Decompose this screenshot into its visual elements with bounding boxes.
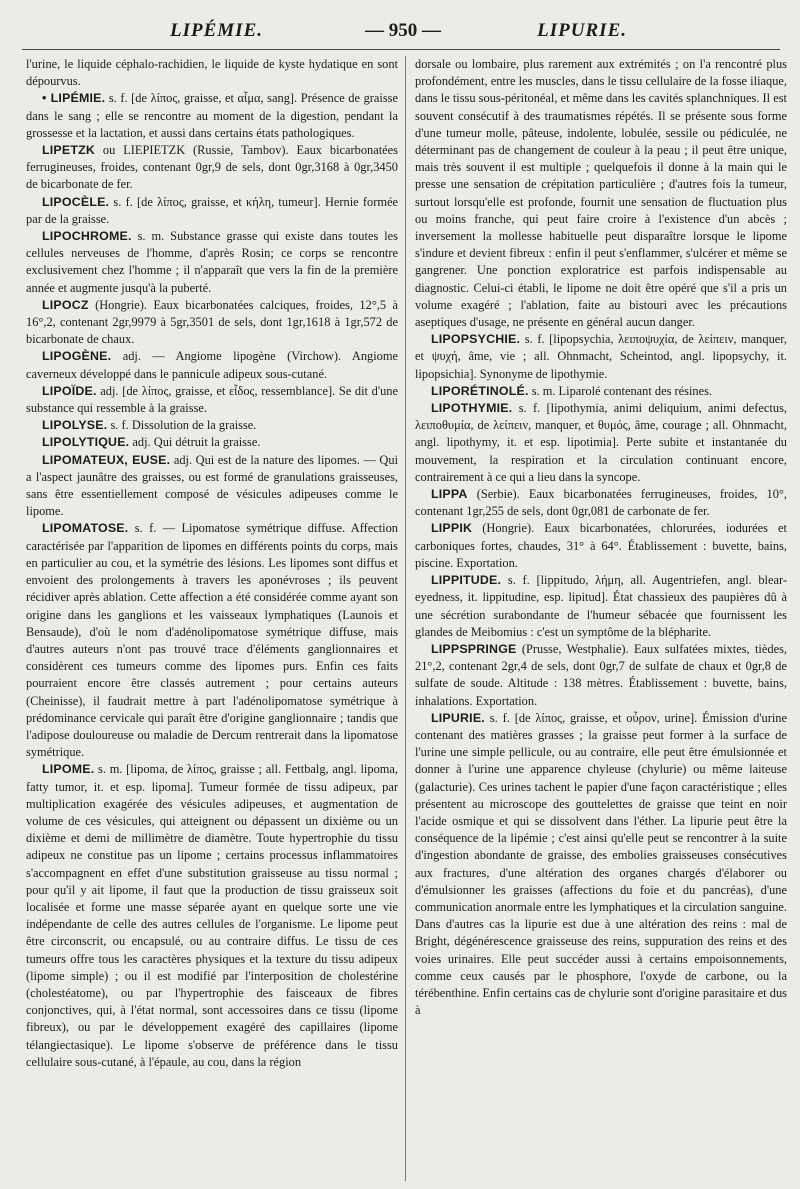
entry-headword: LIPOTHYMIE.	[431, 401, 513, 416]
entry-headword: LIPPITUDE.	[431, 573, 502, 588]
entry-text: dorsale ou lombaire, plus rarement aux extrémités ; on l'a rencontré plus profondément, entre les muscles, dans le tissu cellulaire de la fosse iliaque, dans le tissu sous-péritonéal, et même dans les cavités splanchniques. Il est souvent consécutif à des traumatismes répétés. Il se présente sous forme d'une tumeur molle, pâteuse, indolente, lobulée, sessile ou pédiculée, ne déterminant pas de changement de couleur à la peau ; il peut être unique, mais très souvent il est multiple ; quelquefois il donne à la main qui le presse une sensation de crépitation particulière ; d'autres fois la tumeur, surtout lorsqu'elle est profonde, fournit une sensation de fluctuation plus ou moins franche, qui peut faire croire à l'existence d'un abcès ; inversement la mollesse habituelle peut disparaître lorsque le lipome s'indure et devient fibreux : enfin il peut s'enflammer, s'ulcérer et même se gangrener. Une ponction exploratrice est parfois indispensable au diagnostic. Celui-ci établi, le lipome ne doit être opéré que s'il a pris un volume exagéré ; l'ablation, faite au bistouri avec les précautions aseptiques d'usage, ne présente en général aucun danger.	[415, 57, 787, 330]
entry-text: s. f. [de λίπος, graisse, et αἷμα, sang]. Présence de graisse dans le sang ; elle se rencontre au moment de la digestion, pendant la grossesse et la lactation, et aussi dans certains états pathologiques.	[26, 91, 398, 140]
right-column	[415, 56, 787, 1184]
entry-headword: LIPOME.	[42, 762, 95, 777]
entry-text: (Hongrie). Eaux bicarbonatées calciques, froides, 12°,5 à 16°,2, contenant 2gr,9979 à 5gr,3501 de sels, dont 1gr,1618 à 1gr,572 de bicarbonate de chaux.	[26, 297, 398, 347]
dictionary-entry	[415, 331, 787, 383]
dictionary-entry	[26, 383, 398, 417]
entry-headword: LIPPA	[431, 487, 468, 502]
dictionary-entry	[26, 452, 398, 521]
entry-headword: LIPPIK	[431, 521, 473, 536]
dictionary-entry	[26, 194, 398, 228]
entry-text: s. f. — Lipomatose symétrique diffuse. Affection caractérisée par l'apparition de lipomes en différents points du corps, mais en particulier au cou, et la symétrie des lésions. Les lipomes sont diffus et envoient des prolongements à travers les aponévroses ; ils peuvent récidiver après ablation. Cette affection a été considérée comme ayant son origine dans les ganglions et les vaisseaux lymphatiques (Launois et Bensaude), d'où le nom d'adénolipomatose symétrique diffuse, mais d'autres auteurs n'ont pas trouvé trace d'éléments ganglionnaires et considèrent ces tumeurs comme des lipomes purs. Enfin ces faits pourraient encore être classés autrement ; pour certains auteurs (Cheinisse), il faudrait mettre à part l'adénolipomatose symétrique à prédominance cervicale qui paraît être d'origine ganglionnaire ; tandis que l'adipose douloureuse ou maladie de Dercum rentrerait dans la lipomatose symétrique.	[26, 521, 398, 760]
page-number: — 950 —	[365, 20, 441, 41]
column-divider	[405, 56, 406, 1181]
dictionary-entry	[415, 572, 787, 641]
entry-headword: LIPOMATEUX, EUSE.	[42, 452, 171, 467]
dictionary-entry	[415, 400, 787, 486]
entry-headword: LIPOLYTIQUE.	[42, 435, 130, 450]
dictionary-entry	[415, 520, 787, 572]
entry-text: s. m. [lipoma, de λίπος, graisse ; all. Fettbalg, angl. lipoma, fatty tumor, it. et esp. lipoma]. Tumeur formée de tissu adipeux, par multiplication exagérée des vésicules adipeuses, et augmentation de volume de ces vésicules, qui atteignent ou dépassent un dixième ou un dixième et demi de millimètre de diamètre. Toute hypertrophie du tissu adipeux ne constitue pas un lipome ; certains processus inflammatoires s'accompagnent en effet d'une substitution graisseuse au tissu normal ; pour qu'il y ait lipome, il faut que la production de tissu graisseux soit localisée et forme une masse séparée ayant en quelque sorte une vie indépendante de celle des autres cellules de l'organisme. Le lipome peut être circonscrit, ou encapsulé, ou au contraire diffus. Le tissu de ces tumeurs offre tous les caractères physiques et la texture du tissu adipeux (lipome simple) ; ou il est modifié par l'interposition de cholestérine (cholestéatome), ou par l'hypertrophie des faisceaux de fibres conjonctives, qui, à l'état normal, sont accessoires dans ce tissu (lipome fibreux), ou par le développement exagéré des capillaires (lipome télangiectasique). Le lipome s'observe de préférence dans le tissu cellulaire sous-cutané, à l'épaule, au cou, dans la région	[26, 762, 398, 1069]
entry-headword: LIPOCZ	[42, 297, 89, 312]
entry-headword: LIPURIE.	[431, 710, 485, 725]
left-column	[26, 56, 398, 1184]
entry-text: s. m. Substance grasse qui existe dans toutes les cellules nerveuses de l'homme, d'après Rosin; ce corps se rencontre exclusivement chez l'homme ; il n'apparaît que vers la fin de la première année et augmente jusqu'à la puberté.	[26, 229, 398, 295]
entry-text: (Prusse, Westphalie). Eaux sulfatées mixtes, tièdes, 21°,2, contenant 2gr,4 de sels, dont 0gr,7 de sulfate de chaux et 0gr,8 de sulfate de soude. Altitude : 138 mètres. Établissement : buvette, bains, inhalations. Exportation.	[415, 641, 787, 708]
dictionary-entry	[26, 228, 398, 297]
entry-text: s. f. [lippitudo, λήμη, all. Augentriefen, angl. blear-eyedness, it. lippitudine, esp. lipitud]. État chassieux des paupières dû à une sécrétion surabondante de l'humeur sébacée que fournissent les glandes de Meibomius : c'est un symptôme de la blépharite.	[415, 573, 787, 639]
dictionary-entry	[415, 56, 787, 331]
entry-text: ou LIEPIETZK (Russie, Tambov). Eaux bicarbonatées ferrugineuses, froides, contenant 0gr,9 de sels, dont 0gr,3168 à 0gr,3450 de bicarbonate de fer.	[26, 143, 398, 192]
dictionary-entry	[26, 434, 398, 451]
entry-text: adj. Qui est de la nature des lipomes. — Qui a l'aspect jaunâtre des graisses, ou est formé de granulations graisseuses, sans être essentiellement composé de vésicules adipeuses comme le lipome.	[26, 452, 398, 519]
entry-text: s. f. Dissolution de la graisse.	[107, 418, 257, 433]
dictionary-entry	[415, 486, 787, 520]
dictionary-entry	[26, 297, 398, 349]
entry-headword: LIPETZK	[42, 143, 96, 158]
entry-text: (Serbie). Eaux bicarbonatées ferrugineuses, froides, 10°, contenant 1gr,255 de sels, dont 0gr,081 de carbonate de fer.	[415, 487, 787, 519]
dictionary-entry	[26, 348, 398, 382]
dictionary-entry	[26, 56, 398, 90]
entry-headword: LIPOCHROME.	[42, 229, 132, 244]
entry-headword: LIPOGÈNE.	[42, 349, 112, 364]
entry-text: s. f. [lipopsychia, λειποψυχία, de λείπειν, manquer, et ψυχή, âme, vie ; all. Ohnmacht, Scheintod, angl. lipopsychy, it. lipopsichia]. Synonyme de lipothymie.	[415, 332, 787, 381]
entry-text: (Hongrie). Eaux bicarbonatées, chlorurées, iodurées et carboniques fortes, chaudes, 31° à 64°. Établissement : buvette, bains, piscine. Exportation.	[415, 521, 787, 570]
header-left-word: LIPÉMIE.	[170, 20, 263, 41]
entry-headword: LIPOMATOSE.	[42, 521, 129, 536]
dictionary-entry	[26, 142, 398, 194]
entry-headword: LIPOLYSE.	[42, 418, 108, 433]
entry-text: adj. Qui détruit la graisse.	[129, 435, 261, 450]
dictionary-entry	[415, 641, 787, 710]
entry-text: s. f. [de λίπος, graisse, et κήλη, tumeur]. Hernie formée par de la graisse.	[26, 194, 398, 226]
dictionary-entry	[415, 383, 787, 400]
entry-headword: • LIPÉMIE.	[42, 91, 106, 106]
dictionary-entry	[26, 90, 398, 142]
entry-headword: LIPORÉTINOLÉ.	[431, 383, 529, 398]
dictionary-entry	[26, 417, 398, 434]
dictionary-entry	[415, 710, 787, 1020]
entry-headword: LIPPSPRINGE	[431, 641, 517, 656]
header-rule	[22, 49, 780, 50]
entry-headword: LIPOPSYCHIE.	[431, 332, 521, 347]
entry-headword: LIPOÏDE.	[42, 383, 97, 398]
entry-text: s. m. Liparolé contenant des résines.	[528, 383, 713, 398]
entry-headword: LIPOCÈLE.	[42, 194, 110, 209]
header-right-word: LIPURIE.	[537, 20, 627, 41]
entry-text: l'urine, le liquide céphalo-rachidien, le liquide de kyste hydatique en sont dépourvus.	[26, 57, 398, 89]
running-header	[20, 18, 782, 46]
entry-text: adj. — Angiome lipogène (Virchow). Angiome caverneux développé dans le pannicule adipeux sous-cutané.	[26, 349, 398, 381]
dictionary-entry	[26, 520, 398, 761]
entry-text: adj. [de λίπος, graisse, et εἶδος, ressemblance]. Se dit d'une substance qui ressemble à la graisse.	[26, 383, 398, 416]
entry-text: s. f. [de λίπος, graisse, et οὖρον, urine]. Émission d'urine contenant des matières grasses ; la graisse peut former à la surface de l'urine une simple pellicule, ou au contraire, elle peut être émulsionnée et donner à l'urine une apparence chyleuse (chylurie) ou même laiteuse (galacturie). Ces urines tachent le papier d'une façon caractéristique ; elles présentent au microscope des gouttelettes de graisse que teint en noir l'acide osmique et qui se dissolvent dans l'éther. La lipurie peut être la conséquence de la lipémie ; c'est ainsi qu'elle peut se rencontrer à la suite d'ingestion abondante de graisse, des embolies graisseuses consécutives aux fractures, d'une altération des organes chargés d'élaborer ou d'émulsionner les graisses (affections du foie et du pancréas), d'une communication anormale entre les lymphatiques et la circulation sanguine. Dans d'autres cas la lipurie est due à une altération des reins : mal de Bright, dégénérescence graisseuse des reins, suppuration des reins et des voies urinaires. Elle peut succéder aussi à certains empoisonnements, comme ceux causés par le phosphore, l'oxyde de carbone, ou la térébenthine. Enfin certains cas de chylurie sont d'origine parasitaire et dus à	[415, 710, 787, 1018]
dictionary-entry	[26, 761, 398, 1071]
entry-text: s. f. [lipothymia, animi deliquium, animi defectus, λειποθυμία, de λείπειν, manquer, et θυμός, âme, courage ; all. Ohnmacht, angl. lipothymy, it. et esp. lipotimia]. Perte subite et instantanée du mouvement, la respiration et la circulation continuant encore, contrairement à ce qui a lieu dans la syncope.	[415, 401, 787, 484]
